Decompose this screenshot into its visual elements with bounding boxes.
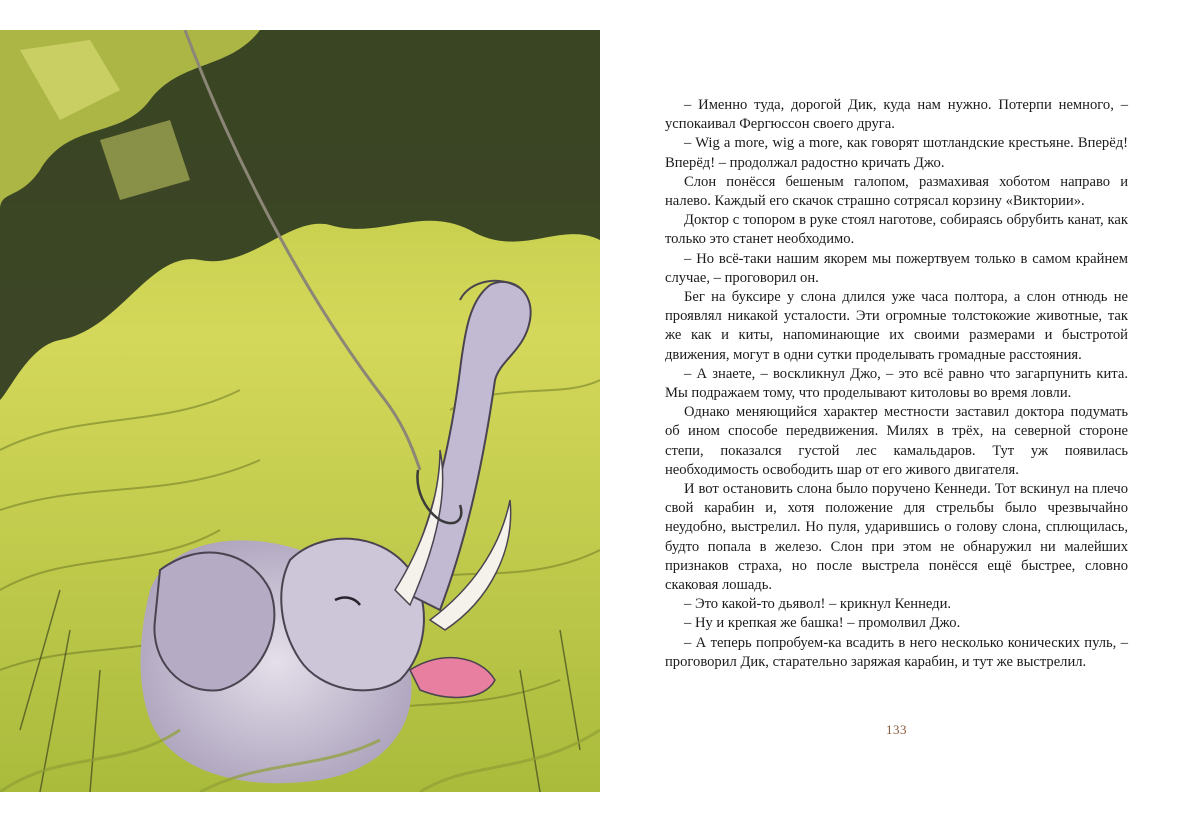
- paragraph: Однако меняющийся характер местности заставил доктора подумать об ином способе передвижения. Милях в трёх, на северной стороне степи, показался густой лес камальдаров. Тут уж появилась необходимость освободить шар от его живого двигателя.: [665, 404, 1128, 478]
- paragraph: – Wig a more, wig a more, как говорят шотландские крестьяне. Вперёд! Вперёд! – продолжал радостно кричать Джо.: [665, 135, 1128, 171]
- paragraph: Бег на буксире у слона длился уже часа полтора, а слон отнюдь не проявлял никакой усталости. Эти огромные толстокожие животные, так же как и киты, напоминающие их своими размерами и быстротой движения, могут в одни сутки проделывать громадные расстояния.: [665, 289, 1128, 363]
- page-number: 133: [886, 722, 907, 737]
- paragraph: Доктор с топором в руке стоял наготове, собираясь обрубить канат, как только это станет необходимо.: [665, 212, 1128, 248]
- elephant-illustration: [0, 30, 600, 792]
- paragraph: – Но всё-таки нашим якорем мы пожертвуем только в самом крайнем случае, – проговорил он.: [665, 250, 1128, 286]
- paragraph: – Ну и крепкая же башка! – промолвил Джо.: [684, 615, 961, 632]
- paragraph: И вот остановить слона было поручено Кеннеди. Тот вскинул на плечо свой карабин и, хотя положение для стрельбы было чрезвычайно неудобно, выстрелил. Но пуля, ударившись о голову слона, сплющилась, будто попала в железо. Слон при этом не обнаружил ни малейших признаков страха, но после выстрела понёсся ещё быстрее, словно скаковая лошадь.: [665, 481, 1128, 594]
- paragraph: Слон понёсся бешеным галопом, размахивая хоботом направо и налево. Каждый его скачок страшно сотрясал корзину «Виктории».: [665, 173, 1128, 210]
- illustration-drawing: [0, 30, 600, 792]
- paragraph: – А знаете, – воскликнул Джо, – это всё равно что загарпунить кита. Мы подражаем тому, что проделывают китоловы во время ловли.: [665, 365, 1128, 402]
- text-column: [665, 96, 1128, 672]
- paragraph: – Это какой-то дьявол! – крикнул Кеннеди.: [684, 596, 952, 613]
- paragraph: – Именно туда, дорогой Дик, куда нам нужно. Потерпи немного, – успокаивал Фергюссон своего друга.: [665, 97, 1128, 133]
- paragraph: – А теперь попробуем-ка всадить в него несколько конических пуль, – проговорил Дик, старательно заряжая карабин, и тут же выстрелил.: [665, 634, 1128, 670]
